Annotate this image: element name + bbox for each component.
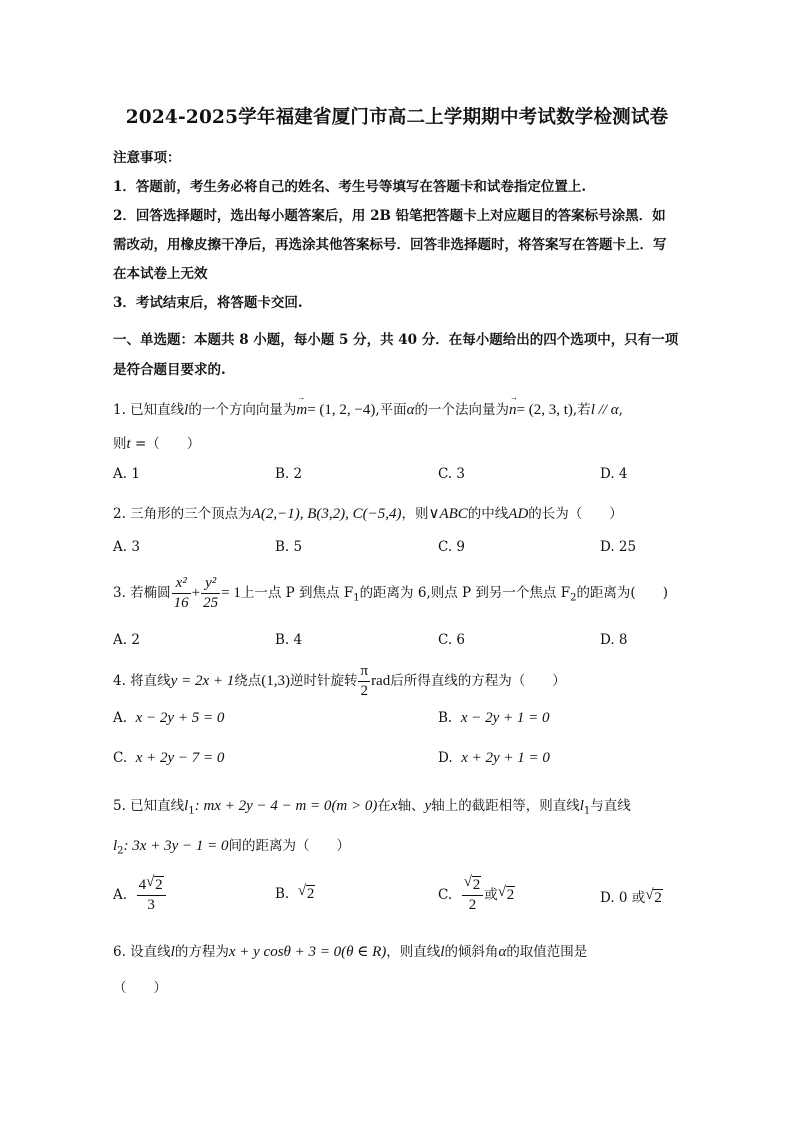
q1-text: ,若: [572, 402, 591, 418]
q2-option-b: B. 5: [275, 539, 303, 555]
var-t: t: [126, 436, 131, 452]
q2-option-a: A. 3: [113, 539, 140, 555]
var-l: l: [170, 944, 175, 960]
q1-option-b: B. 2: [275, 466, 303, 482]
var-l1: l: [579, 798, 584, 814]
note-3: 3．考试结束后，将答题卡交回.: [113, 295, 303, 311]
question-5-line-1: [113, 794, 631, 817]
q5-option-c: C. √ 2 2 或 √ 2: [438, 874, 515, 913]
q5-line-1-equation: : mx + 2y − 4 − m = 0: [194, 798, 332, 814]
q4-text: 绕点: [234, 673, 262, 689]
question-5-line-2: [113, 834, 350, 857]
notes-heading: 注意事项：: [113, 150, 181, 166]
q1-text: ,: [618, 402, 623, 418]
note-2-line-3: 在本试卷上无效: [113, 266, 208, 282]
subscript: 2: [570, 592, 577, 604]
q1-option-a: A. 1: [113, 466, 140, 482]
section-heading-line-2: 是符合题目要求的.: [113, 362, 226, 378]
var-l: l: [184, 402, 189, 418]
var-y: y: [424, 798, 432, 814]
note-2-line-1: 2．回答选择题时，选出每小题答案后，用 2B 铅笔把答题卡上对应题目的答案标号涂黑．如: [113, 208, 666, 224]
q6-condition: (θ ∈ R): [341, 944, 387, 960]
q3-text: 上一点 P 到焦点 F: [240, 585, 354, 601]
q1-text: ,平面: [375, 402, 407, 418]
fraction-x2-16: $\frac{\text{x²}}{16}$: [173, 575, 189, 611]
q3-text: 的距离为 6,则点 P 到另一个焦点 F: [359, 585, 571, 601]
q5-line-2-equation: : 3x + 3y − 1 = 0: [123, 838, 229, 854]
section-heading-line-1: 一、单选题：本题共 8 小题，每小题 5 分，共 40 分．在每小题给出的四个选项中，只有一项: [113, 332, 679, 348]
vector-n: → n: [509, 393, 519, 418]
q5-text: 轴、: [397, 798, 425, 814]
question-1-line-2: [113, 432, 200, 453]
q2-median: AD: [508, 506, 529, 522]
q6-text: 的方程为: [174, 944, 229, 960]
question-4: [113, 664, 566, 699]
q6-text: 的取值范围是: [506, 944, 588, 960]
q4-text: 逆时针旋转: [289, 673, 358, 689]
q3-option-a: A. 2: [113, 632, 140, 648]
subscript: 1: [188, 805, 195, 817]
q4-text: 后所得直线的方程为（ ）: [390, 673, 566, 689]
var-l: l: [440, 944, 445, 960]
q1-text: 则: [113, 436, 127, 452]
plus-sign: +: [191, 585, 201, 601]
q2-text: 2. 三角形的三个顶点为: [113, 506, 252, 522]
equals-one: = 1: [221, 585, 241, 601]
q4-point: (1,3): [261, 673, 290, 689]
q2-points: A(2,−1), B(3,2), C(−5,4): [251, 506, 402, 522]
q5-option-b: B. √ 2: [275, 883, 315, 902]
q6-text: 6. 设直线: [113, 944, 171, 960]
question-1-line-1: [113, 393, 623, 419]
q5-text: 间的距离为（ ）: [228, 838, 350, 854]
q2-option-c: C. 9: [438, 539, 466, 555]
q3-option-c: C. 6: [438, 632, 466, 648]
q5-text: 在: [377, 798, 391, 814]
var-alpha: α: [406, 402, 415, 418]
q1-text: 1. 已知直线: [113, 402, 185, 418]
q2-text: ，则: [401, 506, 429, 522]
subscript: 1: [353, 592, 360, 604]
q2-triangle: ∨ABC: [428, 506, 468, 522]
q1-condition: l // α: [590, 402, 619, 418]
question-3: [113, 576, 668, 611]
fraction-y2-25: $\frac{\text{y²}}{25}$: [203, 575, 219, 611]
vector-m: → m: [296, 393, 308, 418]
q5-text: 5. 已知直线: [113, 798, 185, 814]
subscript: 1: [583, 805, 591, 817]
q1-option-c: C. 3: [438, 466, 466, 482]
q4-option-c: C. x + 2y − 7 = 0: [113, 750, 225, 766]
q1-text: 的一个法向量为: [414, 402, 510, 418]
fraction-pi-2: $\frac{\pi}{2}$: [360, 663, 369, 699]
q4-option-b: B. x − 2y + 1 = 0: [438, 710, 550, 726]
q1-text: 的一个方向向量为: [188, 402, 297, 418]
q1-n-value: = (2, 3, t): [516, 402, 573, 418]
q6-text: ，则直线: [386, 944, 441, 960]
var-l2: l: [113, 838, 118, 854]
question-2: [113, 502, 623, 523]
q5-text: 与直线: [590, 798, 631, 814]
page-title: 2024-2025学年福建省厦门市高二上学期期中考试数学检测试卷: [125, 107, 669, 128]
var-l1: l: [184, 798, 189, 814]
question-6-line-2: （ ）: [113, 980, 167, 996]
q3-option-b: B. 4: [275, 632, 303, 648]
q4-option-a: A. x − 2y + 5 = 0: [113, 710, 225, 726]
subscript: 2: [117, 845, 124, 857]
q5-option-d: D. 0 或 √ 2: [600, 887, 662, 906]
var-x: x: [390, 798, 398, 814]
vector-arrow-icon: →: [510, 393, 519, 402]
q2-text: 的长为（ ）: [528, 506, 623, 522]
var-alpha: α: [498, 944, 507, 960]
q1-option-d: D. 4: [600, 466, 628, 482]
q5-option-a: A. 4 √ 2 3: [113, 878, 167, 913]
q3-option-d: D. 8: [600, 632, 628, 648]
q3-text: 的距离为( ): [576, 585, 668, 601]
q5-condition: (m > 0): [331, 798, 378, 814]
q4-option-d: D. x + 2y + 1 = 0: [438, 750, 550, 766]
q4-text: 4. 将直线: [113, 673, 171, 689]
vector-arrow-icon: →: [297, 393, 306, 402]
note-2-line-2: 需改动，用橡皮擦干净后，再选涂其他答案标号．回答非选择题时，将答案写在答题卡上．写: [113, 237, 667, 253]
q1-text: =（ ）: [130, 436, 201, 452]
question-6-line-1: [113, 940, 587, 961]
q2-option-d: D. 25: [600, 539, 637, 555]
note-1: 1．答题前，考生务必将自己的姓名、考生号等填写在答题卡和试卷指定位置上.: [113, 179, 587, 195]
q6-equation: x + y cosθ + 3 = 0: [228, 944, 342, 960]
q2-text: 的中线: [467, 506, 509, 522]
q6-text: 的倾斜角: [444, 944, 499, 960]
q3-text: 3. 若椭圆: [113, 585, 171, 601]
q4-unit: rad: [371, 673, 391, 689]
q1-m-value: = (1, 2, −4): [307, 402, 376, 418]
q5-text: 轴上的截距相等，则直线: [431, 798, 580, 814]
q4-line-equation: y = 2x + 1: [170, 673, 235, 689]
